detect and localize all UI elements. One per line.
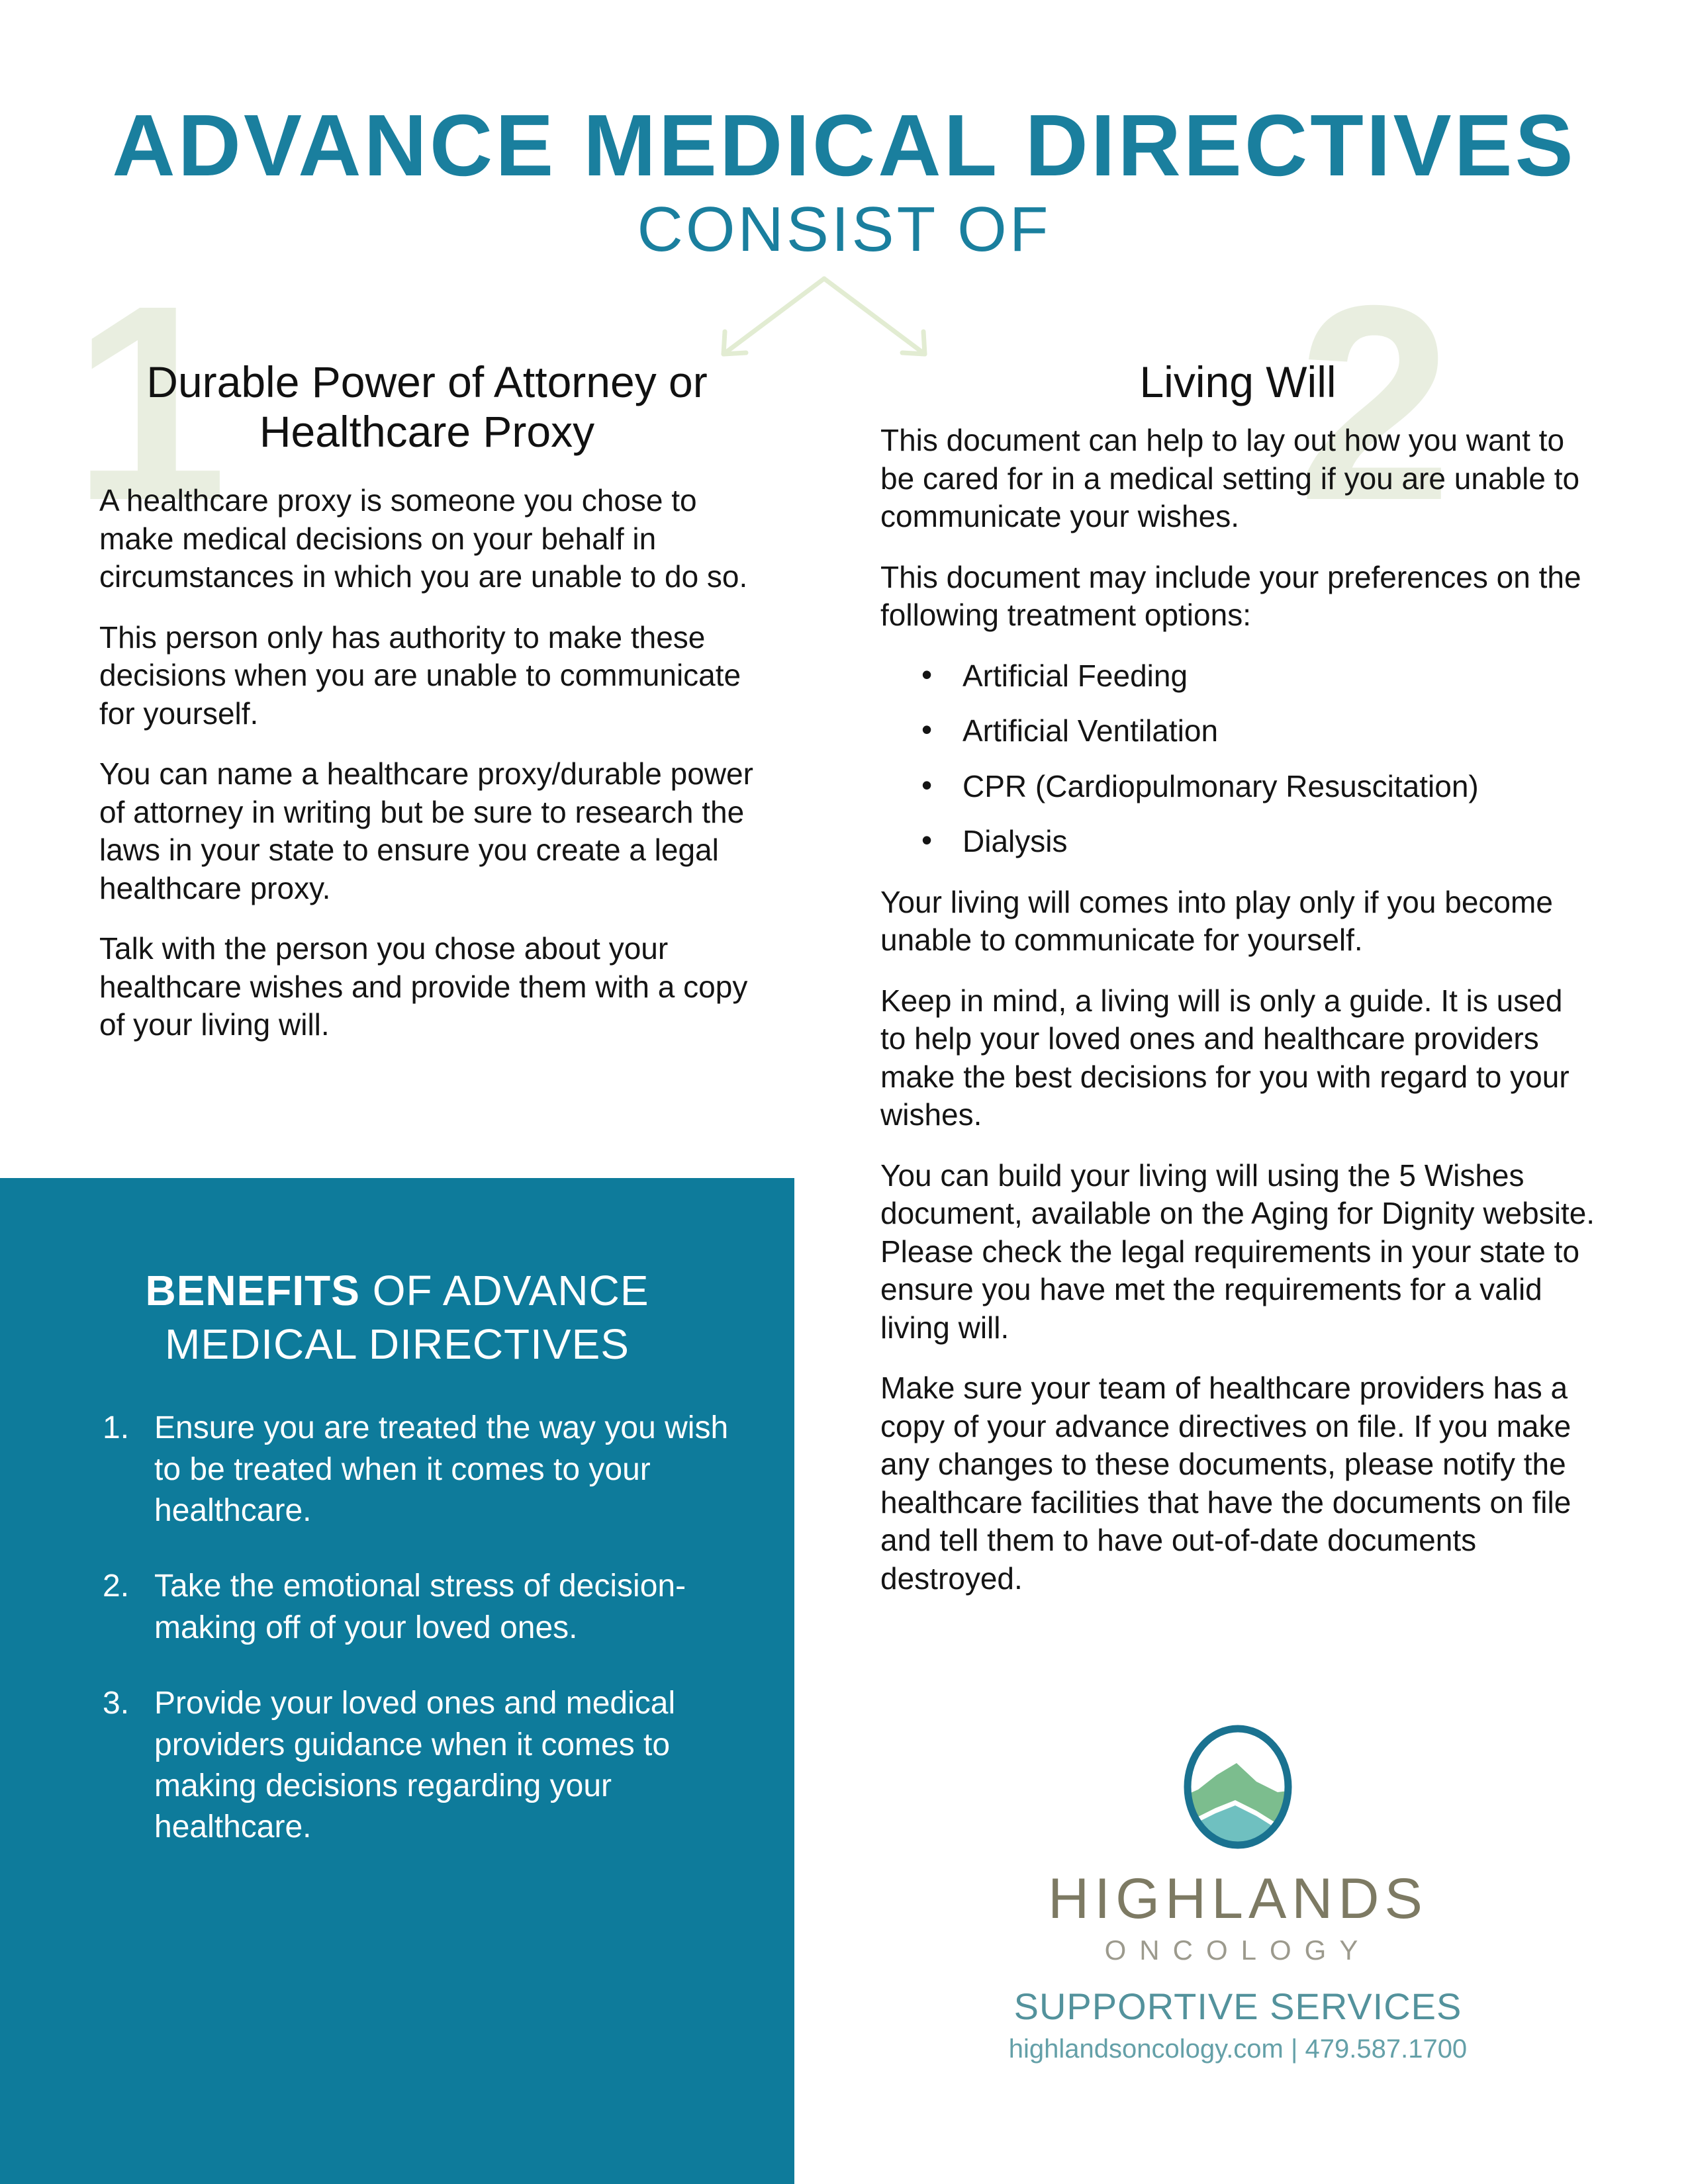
logo-wordmark-highlands: HIGHLANDS [1048,1867,1428,1931]
highlands-mountain-lake-logo-icon [1172,1721,1304,1853]
right-paragraph-1: This document can help to lay out how you want to be cared for in a medical setting if you are unable to communicate your wishes. [880,423,1580,534]
logo-contact-line: highlandsoncology.com | 479.587.1700 [1008,2034,1468,2064]
left-column-heading: Durable Power of Attorney or Healthcare Proxy [146,357,708,457]
split-arrow-graphic [705,275,943,361]
benefits-panel [0,1178,794,2184]
right-column-living-will [880,357,1595,1620]
list-item: Provide your loved ones and medical providers guidance when it comes to making decisions regarding your healthcare. [154,1686,676,1845]
benefits-heading-bold: BENEFITS [145,1267,360,1314]
page-header [0,0,1688,265]
logo-tagline: SUPPORTIVE SERVICES [1013,1985,1462,2027]
right-paragraph-4: Keep in mind, a living will is only a guide. It is used to help your loved ones and healthcare providers make the best decisions for you with regard to your wishes. [880,983,1570,1132]
left-paragraph-1: A healthcare proxy is someone you chose to make medical decisions on your behalf in circumstances in which you are unable to do so. [99,483,748,594]
right-paragraph-6: Make sure your team of healthcare providers has a copy of your advance directives on file. If you make any changes to these documents, please notify the healthcare facilities that have the documents on file and tell them to have out-of-date documents destroyed. [880,1371,1571,1596]
right-paragraph-3: Your living will comes into play only if you become unable to communicate for yourself. [880,884,1553,958]
treatment-options-list [880,657,1595,861]
list-item: Ensure you are treated the way you wish to be treated when it comes to your healthcare. [154,1410,729,1529]
right-paragraph-2: This document may include your preferences on the following treatment options: [880,559,1581,633]
list-item: • Dialysis [917,823,1595,861]
left-column-durable-power-of-attorney [99,357,755,1067]
benefits-heading-rest: OF ADVANCE MEDICAL DIRECTIVES [165,1267,649,1368]
watermark-number-two: 2 [1297,248,1452,559]
left-paragraph-3: You can name a healthcare proxy/durable power of attorney in writing but be sure to research the laws in your state to ensure you create a legal healthcare proxy. [99,756,753,905]
left-paragraph-4: Talk with the person you chose about your healthcare wishes and provide them with a copy of your living will. [99,931,748,1042]
list-item: • CPR (Cardiopulmonary Resuscitation) [917,768,1595,806]
list-item: • Artificial Ventilation [917,712,1595,751]
highlands-oncology-logo-block [880,1721,1595,2062]
page-subtitle: CONSIST OF [637,193,1051,265]
list-item: Take the emotional stress of decision-making off of your loved ones. [154,1569,686,1645]
benefits-list [63,1408,731,1848]
page-title: ADVANCE MEDICAL DIRECTIVES [112,97,1576,194]
right-paragraph-5: You can build your living will using the 5 Wishes document, available on the Aging for Dignity website. Please check the legal requirements in your state to ensure you have met the requirements for a valid living will. [880,1158,1595,1345]
branching-arrow-icon [705,275,943,361]
watermark-number-one: 1 [73,248,228,559]
list-item: • Artificial Feeding [917,657,1595,696]
left-paragraph-2: This person only has authority to make these decisions when you are unable to communicate for yourself. [99,619,741,731]
logo-wordmark-oncology: ONCOLOGY [1104,1934,1372,1966]
benefits-heading [63,1264,731,1371]
right-column-heading: Living Will [1139,357,1336,406]
